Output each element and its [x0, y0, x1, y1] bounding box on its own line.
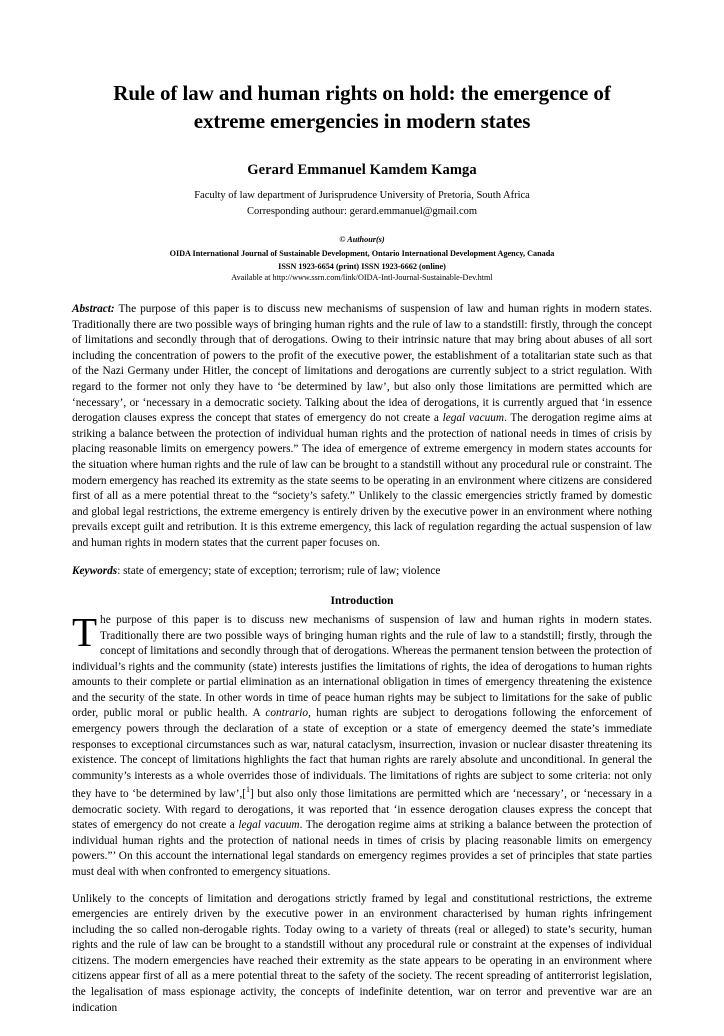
availability-line: Available at http://www.ssrn.com/link/OIDA-Intl-Journal-Sustainable-Dev.html [231, 273, 493, 283]
author-affiliation [72, 188, 652, 218]
corresponding-author-line: Corresponding authour: gerard.emmanuel@gmail.com [246, 205, 478, 217]
copyright-line: © Authour(s) [339, 234, 385, 244]
keywords-label: Keywords [72, 565, 118, 578]
footnote-marker-1: 1 [246, 785, 251, 795]
intro-p1-part4: . The derogation regime aims at striking a balance between the protection of individual human rights and the protection of national needs in times of crisis by placing reasonable limits on emergency powers.”’ On this account the international legal standards on emergency regimes provides a set of principles that state parties must deal with when confronted to emergency situations. [72, 819, 653, 879]
introduction-heading: Introduction [330, 594, 394, 607]
author-name: Gerard Emmanuel Kamdem Kamga [247, 162, 477, 179]
keywords-section [72, 564, 652, 580]
intro-p1-part2: , human rights are subject to derogations following the enforcement of emergency powers through the declaration of a state of exception or a state of emergency deemed the state’s immediate responses to exceptional circumstances such as war, natural cataclysm, insurrection, invasion or nuclear disaster threatening its existence. The concept of limitations highlights the fact that human rights are rarely absolute and unconditional. In general the community’s interests as a whole overrides those of individuals. The limitations of rights are subject to some criteria: not only they have to ‘be determined by law’,[ [72, 707, 652, 801]
journal-line: OIDA International Journal of Sustainable Development, Ontario International Development Agency, Canada [169, 248, 555, 258]
intro-p1-part3: ] but also only those limitations are permitted which are ‘necessary’, or ‘necessary in a democratic society. With regard to derogations, it was reported that ‘in essence derogation clauses express the concept that states of emergency do not create a [72, 788, 652, 832]
intro-p1-italic-2: legal vacuum [238, 819, 300, 832]
abstract-label: Abstract: [72, 303, 115, 316]
intro-paragraph-1 [72, 609, 653, 881]
abstract-italic-term: legal vacuum [442, 412, 505, 425]
affiliation-line: Faculty of law department of Jurisprudence University of Pretoria, South Africa [194, 190, 530, 202]
abstract-text-part2: . The derogation regime aims at striking a balance between the protection of individual human rights and the protection of national needs in times of crisis by placing reasonable limits on emergency powers.” The idea of emergence of extreme emergency in modern states accounts for the situation where human rights and the rule of law can be brought to a standstill without any procedural rule or constraint. The modern emergency has reached its extremity as the state seems to be operating in an environment where citizens are considered first of all as a mere potential threat to the “society’s safety.” Unlikely to the classic emergencies strictly framed by domestic and global legal restrictions, the extreme emergency is entirely driven by the executive power in an environment where nothing prevails except guilt and retribution. It is this extreme emergency, this lack of regulation regarding the actual suspension of law and human rights in modern states that the current paper focuses on. [72, 412, 653, 549]
keywords-text: : state of emergency; state of exception; terrorism; rule of law; violence [117, 565, 441, 578]
intro-p1-part1: he purpose of this paper is to discuss new mechanisms of suspension of law and human rights in modern states. Traditionally there are two possible ways of bringing human rights and the rule of law to a standstill; firstly, through the concept of limitations and secondly through that of derogations. Whereas the permanent tension between the protection of individual’s rights and the community (state) interests justifies the limitations of rights, the idea of derogations to human rights amounts to their complete or partial elimination as an international obligation in times of emergency threatening the existence and the security of the state. In other words in time of peace human rights may be subject to limitations for the sake of public order, public moral or public health. A [72, 614, 652, 720]
intro-paragraph-2: Unlikely to the concepts of limitation and derogations strictly framed by legal and constitutional restrictions, the extreme emergencies are entirely driven by the executive power in an environment characterised by human rights infringement including the so called non-derogable rights. Today owing to a variety of threats (real or alleged) to state’s security, human rights and the rule of law can be brought to a standstill without any procedural rule or constraint at the expenses of individual citizens. The modern emergencies have reached their extremity as the state appears to be operating in an environment where citizens appear first of all as a mere potential threat to the safety of the society. The recent spreading of antiterrorist legislation, the legalisation of mass espionage activity, the concepts of indefinite detention, war on terror and preventive war are an indication [72, 892, 652, 1014]
page-title: Rule of law and human rights on hold: the emergence of extreme emergencies in modern states [113, 81, 611, 133]
drop-cap: T [72, 609, 98, 655]
issn-line: ISSN 1923-6654 (print) ISSN 1923-6662 (online) [278, 262, 446, 272]
intro-p1-italic-1: contrario [265, 707, 309, 720]
abstract-text-part1: The purpose of this paper is to discuss new mechanisms of suspension of law and human rights in modern states. Traditionally there are two possible ways of bringing human rights and the rule of law to a standstill: firstly, through the concept of limitations and secondly through that of derogations. Owing to their intrinsic nature that may bring about abuses of all sort including the concentration of powers to the profit of the executive power, the establishment of a totalitarian state such as that of the Nazi Germany under Hitler, the concept of limitations and derogations are currently subject to a strict regulation. With regard to the former not only they have to ‘be determined by law’, but also only those limitations are permitted which are ‘necessary’, or ‘necessary in a democratic society. Talking about the idea of derogations, it is currently argued that ‘in essence derogation clauses express the concept that states of emergency do not create a [72, 303, 652, 425]
abstract-section [72, 302, 652, 551]
